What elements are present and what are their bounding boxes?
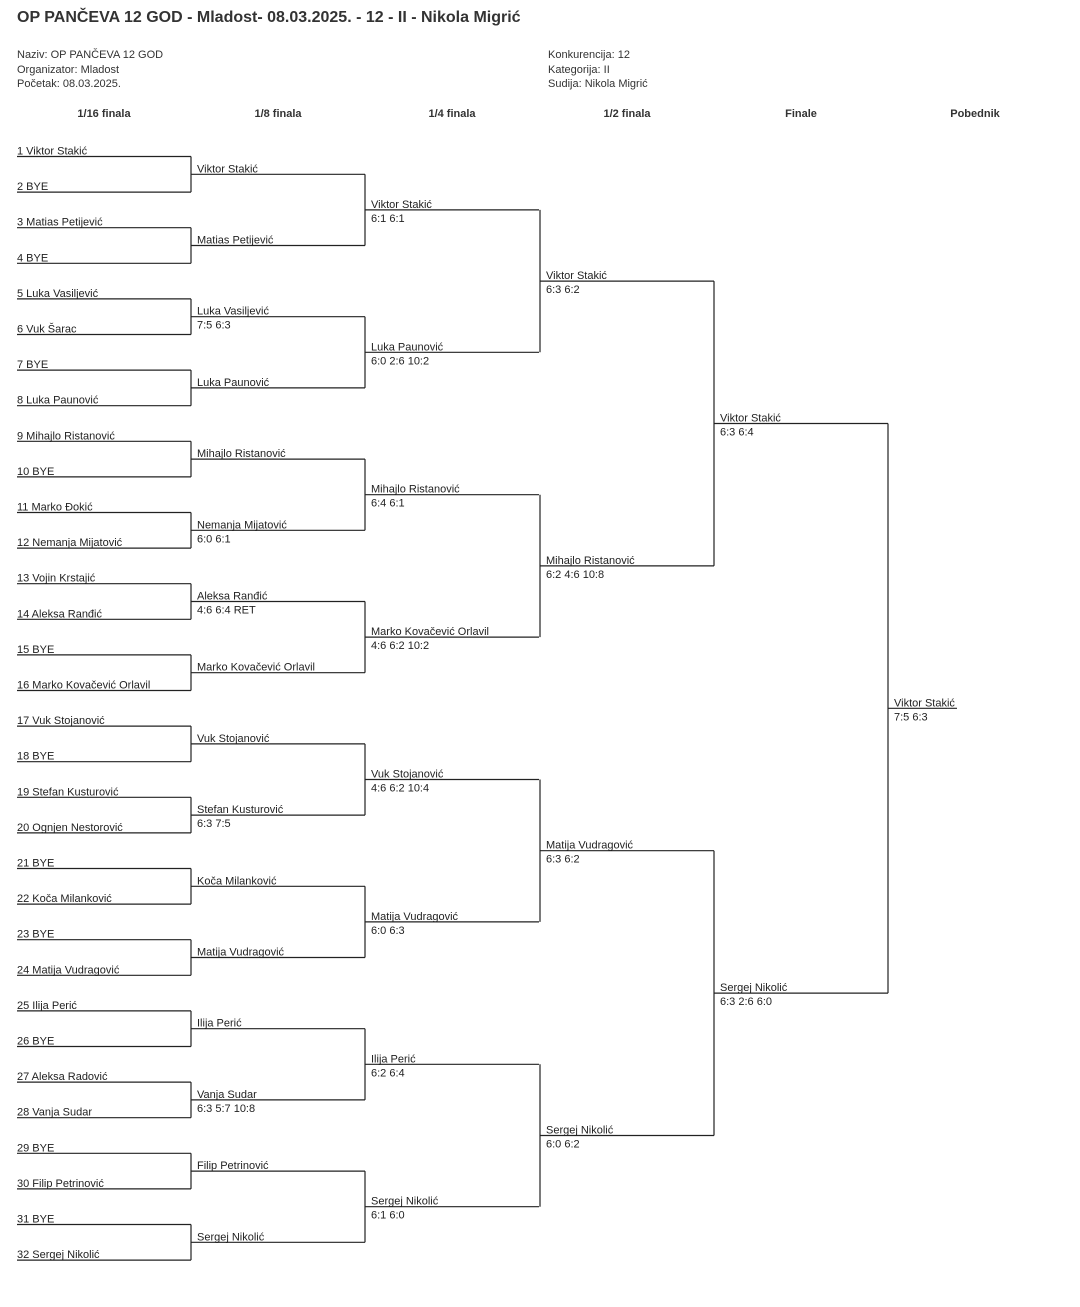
info-start-date: Početak: 08.03.2025. [17, 78, 121, 90]
match-winner: Aleksa Ranđić [197, 590, 268, 603]
player-entry: 16 Marko Kovačević Orlavil [17, 679, 151, 692]
player-entry: 14 Aleksa Ranđić [17, 608, 102, 621]
player-entry: 21 BYE [17, 857, 55, 870]
player-entry: 9 Mihajlo Ristanović [17, 430, 115, 443]
round-header-final: Finale [785, 108, 817, 120]
player-entry: 1 Viktor Stakić [17, 145, 88, 158]
winner-name: Viktor Stakić [894, 697, 955, 710]
player-entry: 30 Filip Petrinović [17, 1177, 104, 1190]
match-winner: Marko Kovačević Orlavil [371, 626, 489, 639]
match-score: 4:6 6:2 10:2 [371, 640, 430, 653]
match-score: 6:3 2:6 6:0 [720, 996, 772, 1009]
match-winner: Luka Vasiljević [197, 305, 269, 318]
match-winner: Matias Petijević [197, 234, 274, 247]
player-entry: 31 BYE [17, 1213, 55, 1226]
match-score: 6:2 6:4 [371, 1067, 405, 1080]
player-entry: 19 Stefan Kusturović [17, 786, 119, 799]
player-entry: 4 BYE [17, 252, 49, 265]
match-winner: Koča Milanković [197, 875, 277, 888]
match-score: 6:1 6:1 [371, 212, 405, 225]
player-entry: 23 BYE [17, 928, 55, 941]
match-score: 4:6 6:4 RET [197, 604, 256, 617]
match-winner: Nemanja Mijatović [197, 519, 287, 532]
match-score: 6:3 6:2 [546, 284, 580, 297]
match-score: 6:2 4:6 10:8 [546, 568, 605, 581]
round-header-1-8: 1/8 finala [254, 108, 302, 120]
player-entry: 11 Marko Đokić [17, 501, 93, 514]
winner-score: 7:5 6:3 [894, 711, 928, 724]
player-entry: 10 BYE [17, 465, 55, 478]
player-entry: 8 Luka Paunović [17, 394, 99, 407]
match-winner: Luka Paunović [371, 341, 444, 354]
match-winner: Vanja Sudar [197, 1088, 257, 1101]
match-winner: Mihajlo Ristanović [546, 554, 635, 567]
match-winner: Marko Kovačević Orlavil [197, 661, 315, 674]
match-winner: Viktor Stakić [720, 412, 781, 425]
player-entry: 27 Aleksa Radović [17, 1071, 108, 1084]
player-entry: 15 BYE [17, 643, 55, 656]
match-winner: Mihajlo Ristanović [197, 448, 286, 461]
match-score: 6:1 6:0 [371, 1209, 405, 1222]
player-entry: 7 BYE [17, 359, 49, 372]
match-winner: Filip Petrinović [197, 1160, 269, 1173]
match-winner: Vuk Stojanović [371, 768, 444, 781]
player-entry: 32 Sergej Nikolić [17, 1249, 100, 1262]
match-winner: Sergej Nikolić [720, 982, 788, 995]
info-organizer: Organizator: Mladost [17, 63, 120, 76]
player-entry: 29 BYE [17, 1142, 55, 1155]
player-entry: 3 Matias Petijević [17, 216, 103, 229]
player-entry: 22 Koča Milanković [17, 893, 112, 906]
match-score: 6:0 6:2 [546, 1138, 580, 1151]
match-winner: Sergej Nikolić [371, 1195, 439, 1208]
match-winner: Viktor Stakić [197, 163, 258, 176]
info-category: Kategorija: II [548, 63, 610, 76]
match-winner: Viktor Stakić [371, 198, 432, 211]
player-entry: 25 Ilija Perić [17, 999, 77, 1012]
match-score: 7:5 6:3 [197, 319, 231, 332]
match-winner: Matija Vudragović [546, 839, 634, 852]
match-winner: Ilija Perić [197, 1017, 242, 1030]
player-entry: 17 Vuk Stojanović [17, 715, 105, 728]
player-entry: 18 BYE [17, 750, 55, 763]
player-entry: 20 Ognjen Nestorović [17, 821, 123, 834]
match-winner: Ilija Perić [371, 1053, 416, 1066]
player-entry: 13 Vojin Krstajić [17, 572, 96, 585]
round-header-1-2: 1/2 finala [603, 108, 651, 120]
round-header-winner: Pobednik [950, 108, 1000, 120]
match-winner: Sergej Nikolić [546, 1124, 614, 1137]
match-score: 6:0 6:3 [371, 924, 405, 937]
match-winner: Viktor Stakić [546, 270, 607, 283]
info-competition: Konkurencija: 12 [548, 49, 630, 61]
match-winner: Sergej Nikolić [197, 1231, 265, 1244]
match-winner: Mihajlo Ristanović [371, 483, 460, 496]
match-winner: Luka Paunović [197, 376, 270, 389]
match-score: 6:3 6:2 [546, 853, 580, 866]
match-score: 6:4 6:1 [371, 497, 405, 510]
match-winner: Matija Vudragović [371, 910, 459, 923]
player-entry: 2 BYE [17, 181, 49, 194]
match-winner: Vuk Stojanović [197, 732, 270, 745]
page-title: OP PANČEVA 12 GOD - Mladost- 08.03.2025. - 12 - II - Nikola Migrić [17, 9, 521, 26]
match-winner: Matija Vudragović [197, 946, 285, 959]
match-score: 6:0 6:1 [197, 533, 231, 546]
match-score: 6:0 2:6 10:2 [371, 355, 430, 368]
player-entry: 28 Vanja Sudar [17, 1106, 93, 1119]
player-entry: 26 BYE [17, 1035, 55, 1048]
match-winner: Stefan Kusturović [197, 804, 284, 817]
match-score: 6:3 5:7 10:8 [197, 1102, 256, 1115]
round-header-1-4: 1/4 finala [428, 108, 476, 120]
info-name: Naziv: OP PANČEVA 12 GOD [17, 49, 164, 61]
player-entry: 24 Matija Vudragović [17, 964, 120, 977]
match-score: 4:6 6:2 10:4 [371, 782, 430, 795]
player-entry: 6 Vuk Šarac [17, 323, 77, 336]
round-header-1-16: 1/16 finala [77, 108, 131, 120]
match-score: 6:3 7:5 [197, 818, 231, 831]
player-entry: 12 Nemanja Mijatović [17, 537, 123, 550]
player-entry: 5 Luka Vasiljević [17, 287, 99, 300]
match-score: 6:3 6:4 [720, 426, 754, 439]
info-referee: Sudija: Nikola Migrić [548, 78, 648, 90]
